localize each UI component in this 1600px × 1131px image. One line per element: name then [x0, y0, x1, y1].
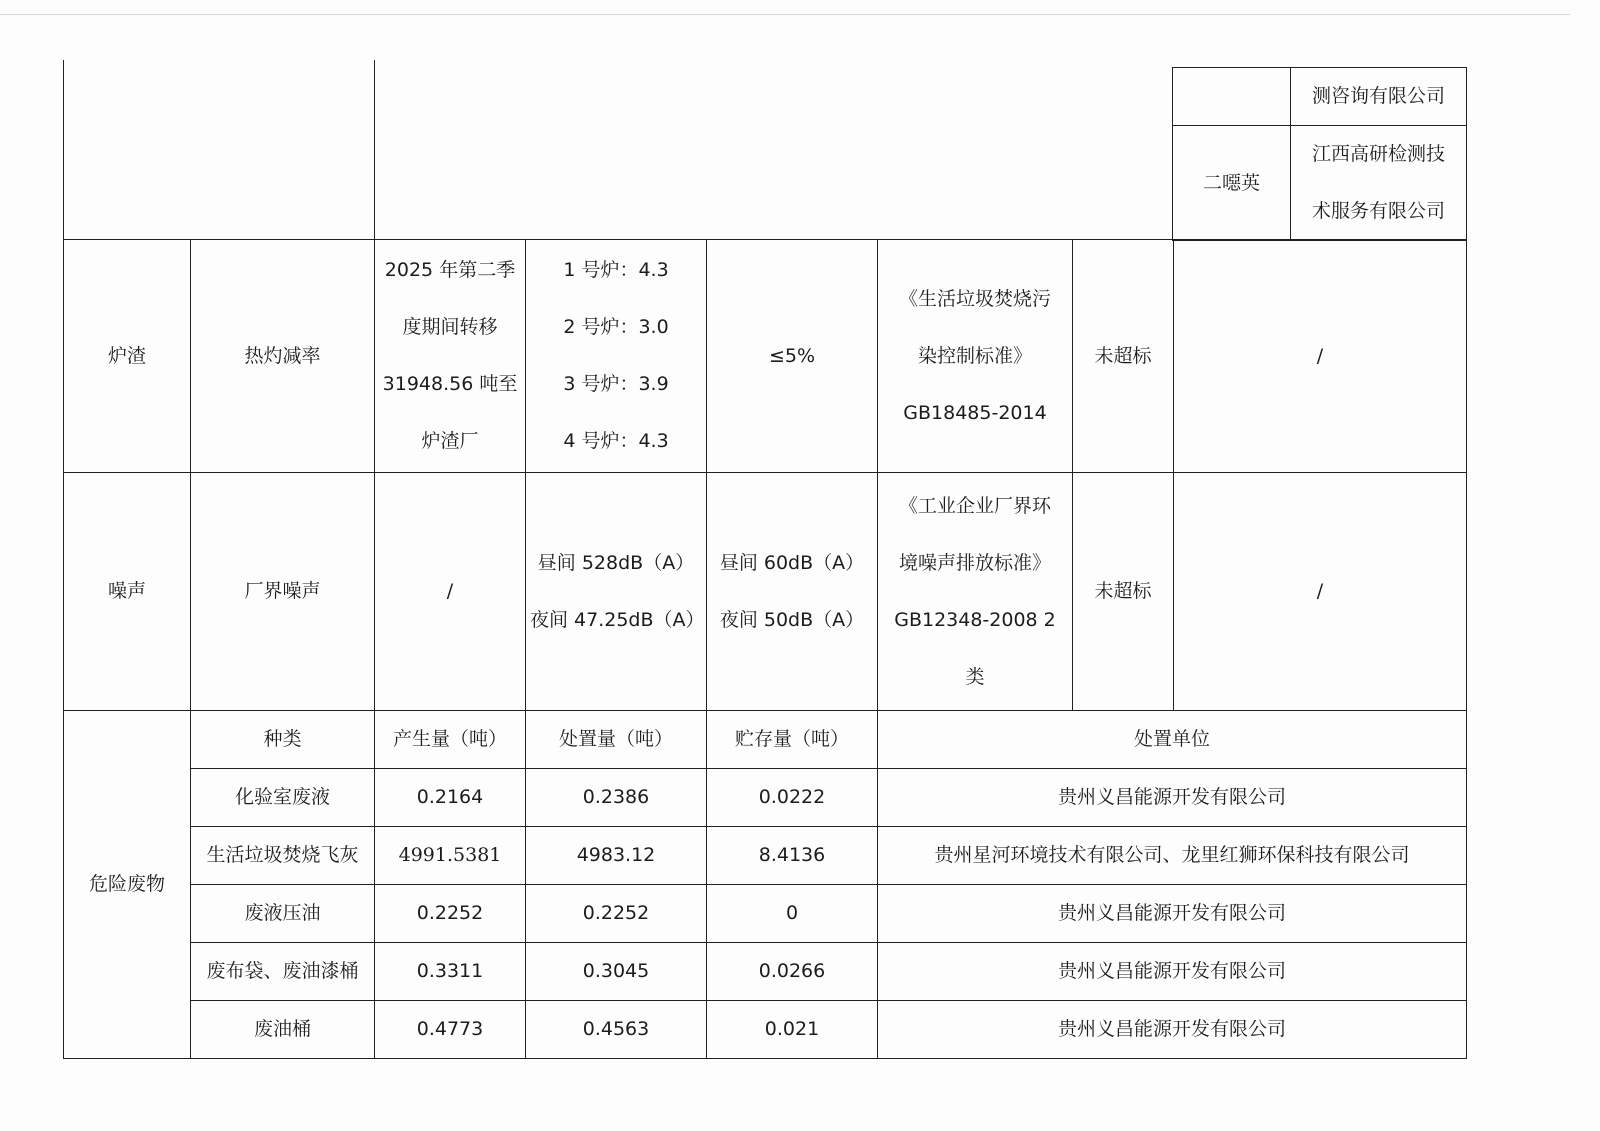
slag-limit: ≤5% — [707, 240, 878, 473]
disposed-value: 0.2252 — [526, 885, 707, 943]
table-row — [1173, 126, 1467, 241]
monitoring-unit-cell: 江西高研检测技 术服务有限公司 — [1291, 126, 1467, 241]
table-row — [64, 827, 1467, 885]
disposal-unit: 贵州义昌能源开发有限公司 — [878, 943, 1467, 1001]
header-stored: 贮存量（吨） — [707, 711, 878, 769]
disposal-unit: 贵州星河环境技术有限公司、龙里红狮环保科技有限公司 — [878, 827, 1467, 885]
hazardous-waste-table — [63, 710, 1467, 1059]
slag-noise-table — [63, 239, 1467, 711]
table-row — [64, 885, 1467, 943]
waste-type: 废布袋、废油漆桶 — [191, 943, 375, 1001]
slag-standard: 《生活垃圾焚烧污 染控制标准》 GB18485-2014 — [878, 240, 1073, 473]
noise-row — [64, 473, 1467, 711]
produced-value: 0.4773 — [375, 1001, 526, 1059]
slag-item: 热灼减率 — [191, 240, 375, 473]
disposed-value: 4983.12 — [526, 827, 707, 885]
noise-standard: 《工业企业厂界环 境噪声排放标准》 GB12348-2008 2 类 — [878, 473, 1073, 711]
disposal-unit: 贵州义昌能源开发有限公司 — [878, 769, 1467, 827]
slag-transfer: 2025 年第二季 度期间转移 31948.56 吨至 炉渣厂 — [375, 240, 526, 473]
page-edge-line — [0, 14, 1570, 15]
waste-type: 生活垃圾焚烧飞灰 — [191, 827, 375, 885]
stored-value: 0.0222 — [707, 769, 878, 827]
table-row — [64, 769, 1467, 827]
table-row — [64, 943, 1467, 1001]
table-row — [64, 1001, 1467, 1059]
produced-value: 0.2164 — [375, 769, 526, 827]
stored-value: 0.0266 — [707, 943, 878, 1001]
table-header-row — [64, 711, 1467, 769]
table-row — [1173, 68, 1467, 126]
noise-remark: / — [1174, 473, 1467, 711]
header-type: 种类 — [191, 711, 375, 769]
produced-value: 0.3311 — [375, 943, 526, 1001]
disposal-unit: 贵州义昌能源开发有限公司 — [878, 1001, 1467, 1059]
table-inner-border — [374, 60, 375, 240]
produced-value: 0.2252 — [375, 885, 526, 943]
noise-result: 未超标 — [1073, 473, 1174, 711]
waste-type: 化验室废液 — [191, 769, 375, 827]
waste-type: 废液压油 — [191, 885, 375, 943]
noise-item: 厂界噪声 — [191, 473, 375, 711]
produced-value: 4991.5381 — [375, 827, 526, 885]
header-disposed: 处置量（吨） — [526, 711, 707, 769]
waste-type: 废油桶 — [191, 1001, 375, 1059]
disposed-value: 0.3045 — [526, 943, 707, 1001]
disposed-value: 0.2386 — [526, 769, 707, 827]
disposal-unit: 贵州义昌能源开发有限公司 — [878, 885, 1467, 943]
noise-measured: 昼间 528dB（A） 夜间 47.25dB（A） — [526, 473, 707, 711]
table-left-border — [63, 60, 64, 240]
disposed-value: 0.4563 — [526, 1001, 707, 1059]
slag-row — [64, 240, 1467, 473]
slag-remark: / — [1174, 240, 1467, 473]
stored-value: 8.4136 — [707, 827, 878, 885]
monitoring-unit-table — [1172, 67, 1467, 241]
slag-measured: 1 号炉：4.3 2 号炉：3.0 3 号炉：3.9 4 号炉：4.3 — [526, 240, 707, 473]
header-produced: 产生量（吨） — [375, 711, 526, 769]
monitoring-unit-cell: 测咨询有限公司 — [1291, 68, 1467, 126]
slag-result: 未超标 — [1073, 240, 1174, 473]
hazardous-category: 危险废物 — [64, 711, 191, 1059]
noise-transfer: / — [375, 473, 526, 711]
noise-limit: 昼间 60dB（A） 夜间 50dB（A） — [707, 473, 878, 711]
dioxin-label: 二噁英 — [1173, 126, 1291, 241]
stored-value: 0 — [707, 885, 878, 943]
stored-value: 0.021 — [707, 1001, 878, 1059]
empty-cell — [1173, 68, 1291, 126]
noise-category: 噪声 — [64, 473, 191, 711]
header-unit: 处置单位 — [878, 711, 1467, 769]
slag-category: 炉渣 — [64, 240, 191, 473]
